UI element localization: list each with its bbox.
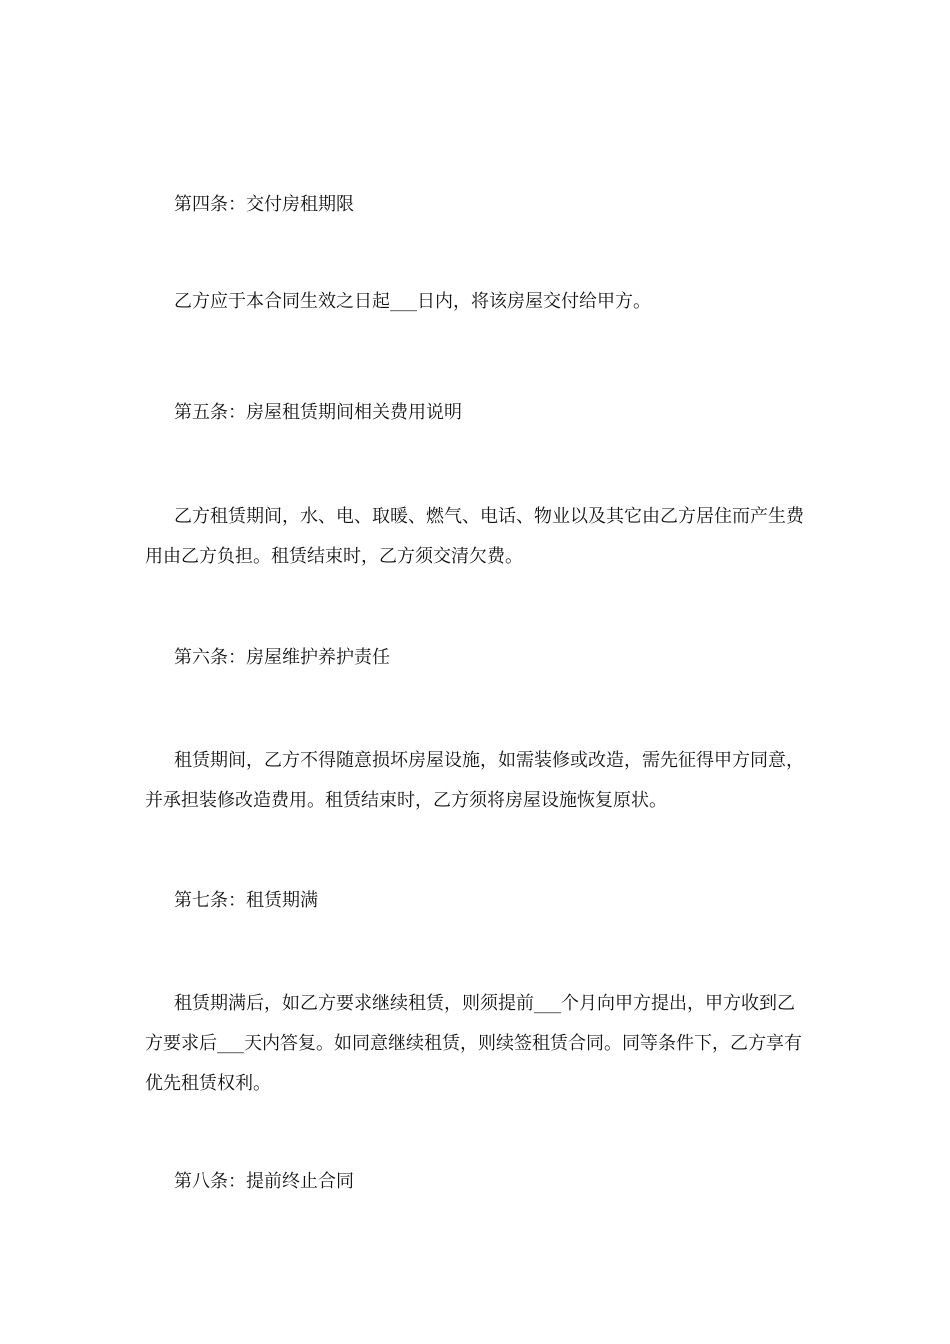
section-8-heading: 第八条：提前终止合同 [174, 1171, 354, 1192]
section-4-heading: 第四条：交付房租期限 [174, 194, 354, 215]
section-6-heading: 第六条：房屋维护养护责任 [174, 647, 390, 668]
section-7-body: 租赁期满后，如乙方要求继续租赁，则须提前___个月向甲方提出，甲方收到乙方要求后___天内答复。如同意继续租赁，则续签租赁合同。同等条件下，乙方享有优先租赁权利。 [145, 993, 802, 1094]
section-7-heading: 第七条：租赁期满 [174, 890, 318, 911]
section-5-heading: 第五条：房屋租赁期间相关费用说明 [174, 402, 462, 423]
section-6-body: 租赁期间，乙方不得随意损坏房屋设施，如需装修或改造，需先征得甲方同意，并承担装修改造费用。租赁结束时，乙方须将房屋设施恢复原状。 [145, 750, 804, 811]
section-4-body: 乙方应于本合同生效之日起___日内，将该房屋交付给甲方。 [174, 291, 651, 312]
section-5-body: 乙方租赁期间，水、电、取暖、燃气、电话、物业以及其它由乙方居住而产生费用由乙方负担。租赁结束时，乙方须交清欠费。 [145, 506, 804, 567]
